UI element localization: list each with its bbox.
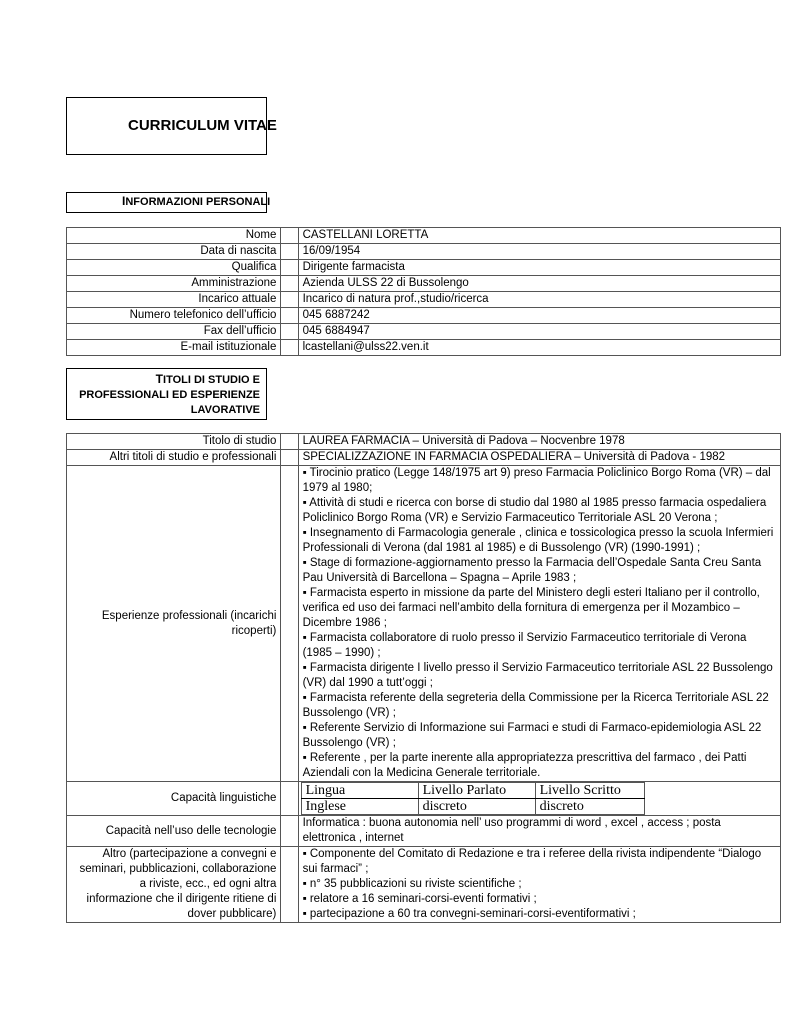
- table-row: [67, 244, 781, 260]
- row-value: Azienda ULSS 22 di Bussolengo: [298, 276, 780, 292]
- spoken-level: discreto: [418, 799, 535, 815]
- altri-titoli-label: Altri titoli di studio e professionali: [67, 450, 281, 466]
- table-row: [67, 292, 781, 308]
- table-row: [67, 466, 781, 782]
- lingue-cell: [298, 782, 780, 816]
- spoken-level-header: Livello Parlato: [418, 783, 535, 799]
- section-titles-line3: LAVORATIVE: [190, 404, 260, 416]
- row-value: 045 6887242: [298, 308, 780, 324]
- list-item: ▪ partecipazione a 60 tra convegni-seminari-corsi-eventiformativi ;: [302, 908, 636, 920]
- list-item: ▪ Attività di studi e ricerca con borse di studio dal 1980 al 1985 presso farmacia ospedaliera Policlinico Borgo Roma (VR) e Servizio Farmaceutico Territoriale ASL 20 Verona ;: [302, 497, 767, 524]
- list-item: ▪ Farmacista collaboratore di ruolo presso il Servizio Farmaceutico territoriale di Verona (1985 – 1990) ;: [302, 632, 747, 659]
- section-titles-line1: ITOLI DI STUDIO E: [163, 374, 260, 386]
- table-row: [67, 340, 781, 356]
- language-name: Inglese: [301, 799, 418, 815]
- row-label: Incarico attuale: [67, 292, 281, 308]
- table-row: [67, 816, 781, 847]
- titolo-value: LAUREA FARMACIA – Università di Padova – Nocvenbre 1978: [298, 434, 780, 450]
- table-row: [67, 434, 781, 450]
- list-item: ▪ Tirocinio pratico (Legge 148/1975 art 9) preso Farmacia Policlinico Borgo Roma (VR) – dal 1979 al 1980;: [302, 467, 771, 494]
- studies-table: [66, 433, 781, 923]
- list-item: ▪ Farmacista esperto in missione da parte del Ministero degli esteri Italiano per il controllo, verifica ed uso dei farmaci nell’ambito della fornitura di emergenza per il Mozambico – Dicembre 1986 ;: [302, 587, 760, 629]
- list-item: ▪ Farmacista dirigente I livello presso il Servizio Farmaceutico territoriale ASL 22 Bussolengo (VR) dal 1990 a tutt’oggi ;: [302, 662, 773, 689]
- list-item: ▪ relatore a 16 seminari-corsi-eventi formativi ;: [302, 893, 537, 905]
- list-item: ▪ Referente , per la parte inerente alla appropriatezza prescrittiva del farmaco , dei Patti Aziendali con la Medicina Generale territoriale.: [302, 752, 747, 779]
- list-item: ▪ Stage di formazione-aggiornamento presso la Farmacia dell’Ospedale Santa Creu Santa Pau Università di Barcellona – Spagna – Aprile 1983 ;: [302, 557, 762, 584]
- row-label: Nome: [67, 228, 281, 244]
- row-value: Incarico di natura prof.,studio/ricerca: [298, 292, 780, 308]
- tecnologie-label: Capacità nell’uso delle tecnologie: [67, 816, 281, 847]
- table-row: [67, 847, 781, 923]
- esperienze-label: Esperienze professionali (incarichi ricoperti): [67, 466, 281, 782]
- personal-info-table: [66, 227, 781, 356]
- row-label: Numero telefonico dell’ufficio: [67, 308, 281, 324]
- language-row: [301, 799, 644, 815]
- section-titles-heading: [68, 372, 260, 418]
- table-row: [67, 782, 781, 816]
- language-header: Lingua: [301, 783, 418, 799]
- esperienze-list: [298, 466, 780, 782]
- section-titles-line2: PROFESSIONALI ED ESPERIENZE: [79, 389, 260, 401]
- list-item: ▪ Componente del Comitato di Redazione e tra i referee della rivista indipendente “Dialogo sui farmaci” ;: [302, 848, 762, 875]
- lingue-label: Capacità linguistiche: [67, 782, 281, 816]
- row-label: Data di nascita: [67, 244, 281, 260]
- table-row: [67, 308, 781, 324]
- altri-titoli-value: SPECIALIZZAZIONE IN FARMACIA OSPEDALIERA – Università di Padova - 1982: [298, 450, 780, 466]
- written-level: discreto: [535, 799, 644, 815]
- row-label: Amministrazione: [67, 276, 281, 292]
- tecnologie-value: Informatica : buona autonomia nell’ uso programmi di word , excel , access ; posta elettronica , internet: [298, 816, 780, 847]
- document-title: CURRICULUM VITAE: [128, 117, 277, 134]
- email-link[interactable]: lcastellani@ulss22.ven.it: [298, 340, 780, 356]
- section-personal-initial: I: [122, 194, 126, 208]
- altro-list: [298, 847, 780, 923]
- row-label: E-mail istituzionale: [67, 340, 281, 356]
- language-table: [301, 782, 645, 815]
- section-personal-heading: [122, 194, 270, 208]
- row-value: 16/09/1954: [298, 244, 780, 260]
- row-value: Dirigente farmacista: [298, 260, 780, 276]
- language-header-row: [301, 783, 644, 799]
- row-label: Qualifica: [67, 260, 281, 276]
- row-value: CASTELLANI LORETTA: [298, 228, 780, 244]
- section-personal-rest: NFORMAZIONI PERSONALI: [125, 196, 271, 208]
- written-level-header: Livello Scritto: [535, 783, 644, 799]
- section-titles-initial: T: [155, 372, 164, 386]
- row-value: 045 6884947: [298, 324, 780, 340]
- list-item: ▪ Insegnamento di Farmacologia generale , clinica e tossicologica presso la scuola Infermieri Professionali di Verona (dal 1981 al 1985) e di Bussolengo (VR) (1990-1991) ;: [302, 527, 774, 554]
- list-item: ▪ Referente Servizio di Informazione sui Farmaci e studi di Farmaco-epidemiologia ASL 22 Bussolengo (VR) ;: [302, 722, 762, 749]
- row-label: Fax dell’ufficio: [67, 324, 281, 340]
- list-item: ▪ n° 35 pubblicazioni su riviste scientifiche ;: [302, 878, 522, 890]
- altro-label: Altro (partecipazione a convegni e seminari, pubblicazioni, collaborazione a riviste, ecc., ed ogni altra informazione che il dirigente ritiene di dover pubblicare): [67, 847, 281, 923]
- table-row: [67, 228, 781, 244]
- titolo-label: Titolo di studio: [67, 434, 281, 450]
- list-item: ▪ Farmacista referente della segreteria della Commissione per la Ricerca Territoriale ASL 22 Bussolengo (VR) ;: [302, 692, 769, 719]
- table-row: [67, 450, 781, 466]
- table-row: [67, 260, 781, 276]
- table-row: [67, 276, 781, 292]
- table-row: [67, 324, 781, 340]
